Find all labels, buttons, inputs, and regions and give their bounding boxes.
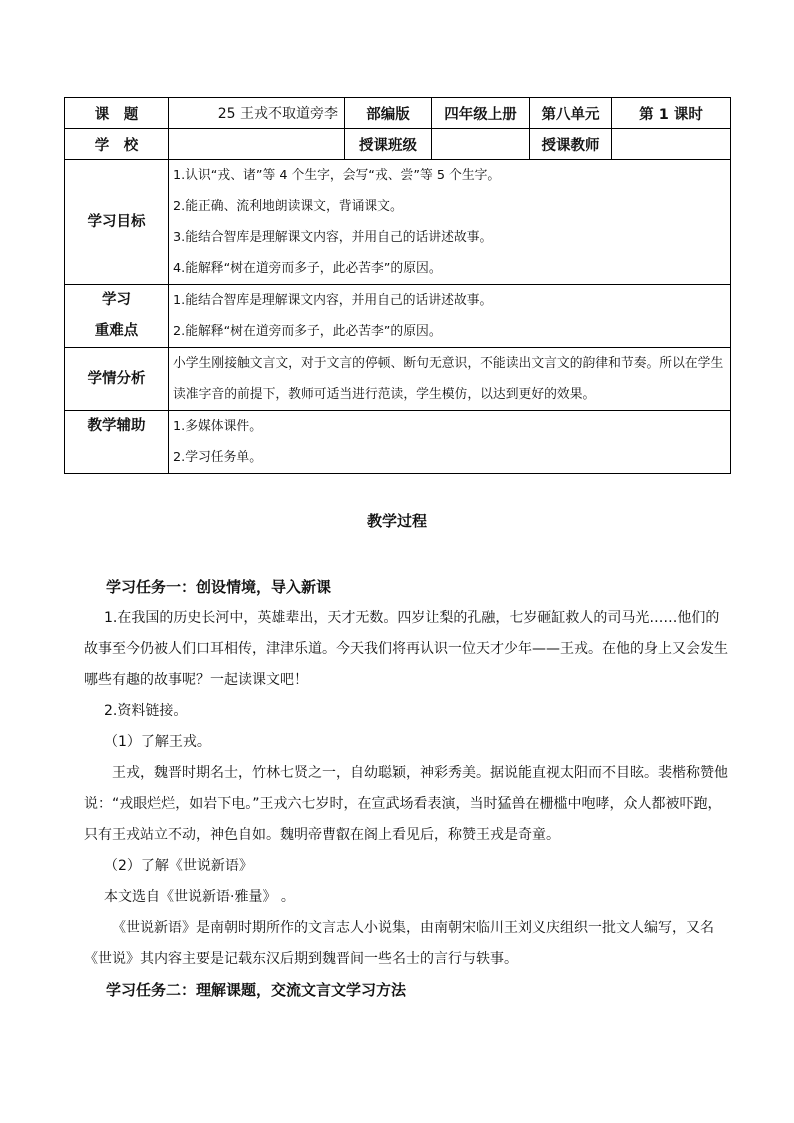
aid-item: 2.学习任务单。 bbox=[173, 450, 262, 465]
paragraph-line: 本文选自《世说新语·雅量》 。 bbox=[104, 889, 295, 905]
analysis-text: 小学生刚接触文言文，对于文言的停顿、断句无意识，不能读出文言文的韵律和节奏。所以在学生读准字音的前提下，教师可适当进行范读，学生模仿，以达到更好的效果。 bbox=[169, 348, 731, 411]
analysis-row bbox=[65, 348, 731, 411]
goal-item: 2.能正确、流利地朗读课文，背诵课文。 bbox=[173, 199, 403, 214]
subheading: （1）了解王戎。 bbox=[104, 734, 211, 750]
grade: 四年级上册 bbox=[432, 98, 530, 129]
teaching-process bbox=[84, 572, 726, 1006]
goals-content bbox=[169, 160, 731, 285]
section-title: 教学过程 bbox=[366, 512, 427, 530]
key-points-content bbox=[169, 285, 731, 348]
paragraph-line: 《世说》其内容主要是记载东汉后期到魏晋间一些名士的言行与轶事。 bbox=[84, 951, 518, 967]
paragraph-line: 2.资料链接。 bbox=[104, 703, 188, 719]
topic-label: 课 题 bbox=[65, 98, 169, 129]
aids-row bbox=[65, 411, 731, 474]
paragraph-line: 只有王戎站立不动，神色自如。魏明帝曹叡在阁上看见后，称赞王戎是奇童。 bbox=[84, 827, 560, 843]
key-points-label-line2: 重难点 bbox=[94, 323, 139, 339]
paragraph-line: 说：“戎眼烂烂，如岩下电。”王戎六七岁时，在宣武场看表演，当时猛兽在栅槛中咆哮，众人都被吓跑， bbox=[84, 796, 722, 812]
unit: 第八单元 bbox=[530, 98, 612, 129]
aid-item: 1.多媒体课件。 bbox=[173, 419, 262, 434]
goal-item: 3.能结合智库是理解课文内容，并用自己的话讲述故事。 bbox=[173, 230, 493, 245]
goals-label: 学习目标 bbox=[65, 160, 169, 285]
key-points-label-line1: 学习 bbox=[102, 292, 131, 308]
key-points-label bbox=[65, 285, 169, 348]
goal-item: 1.认识“戎、诸”等 4 个生字，会写“戎、尝”等 5 个生字。 bbox=[173, 168, 501, 183]
school-row bbox=[65, 129, 731, 160]
paragraph-line: 王戎，魏晋时期名士，竹林七贤之一，自幼聪颖，神彩秀美。据说能直视太阳而不目眩。裴楷称赞他 bbox=[112, 765, 728, 781]
class-value bbox=[432, 129, 530, 160]
paragraph-line: 哪些有趣的故事呢？一起读课文吧！ bbox=[84, 672, 308, 688]
task1-heading: 学习任务一：创设情境，导入新课 bbox=[106, 578, 332, 596]
teacher-label: 授课教师 bbox=[530, 129, 612, 160]
key-points-row bbox=[65, 285, 731, 348]
class-label: 授课班级 bbox=[345, 129, 432, 160]
aids-label: 教学辅助 bbox=[65, 411, 169, 474]
goals-row bbox=[65, 160, 731, 285]
school-value bbox=[169, 129, 345, 160]
school-label: 学 校 bbox=[65, 129, 169, 160]
task2-heading: 学习任务二：理解课题，交流文言文学习方法 bbox=[106, 981, 407, 999]
paragraph-line: 《世说新语》是南朝时期所作的文言志人小说集，由南朝宋临川王刘义庆组织一批文人编写，又名 bbox=[112, 920, 714, 936]
paragraph-line: 1.在我国的历史长河中，英雄辈出，天才无数。四岁让梨的孔融，七岁砸缸救人的司马光……他们的 bbox=[104, 610, 720, 626]
key-point-item: 2.能解释“树在道旁而多子，此必苦李”的原因。 bbox=[173, 324, 442, 339]
edition: 部编版 bbox=[345, 98, 432, 129]
header-row bbox=[65, 98, 731, 129]
analysis-label: 学情分析 bbox=[65, 348, 169, 411]
lesson-title: 25 王戎不取道旁李 bbox=[169, 98, 345, 129]
teacher-value bbox=[612, 129, 731, 160]
lesson-info-table bbox=[64, 97, 731, 474]
paragraph-line: 故事至今仍被人们口耳相传，津津乐道。今天我们将再认识一位天才少年——王戎。在他的身上又会发生 bbox=[84, 641, 728, 657]
lesson-number: 第 1 课时 bbox=[612, 98, 731, 129]
aids-content bbox=[169, 411, 731, 474]
goal-item: 4.能解释“树在道旁而多子，此必苦李”的原因。 bbox=[173, 261, 442, 276]
subheading: （2）了解《世说新语》 bbox=[104, 858, 253, 874]
key-point-item: 1.能结合智库是理解课文内容，并用自己的话讲述故事。 bbox=[173, 293, 493, 308]
